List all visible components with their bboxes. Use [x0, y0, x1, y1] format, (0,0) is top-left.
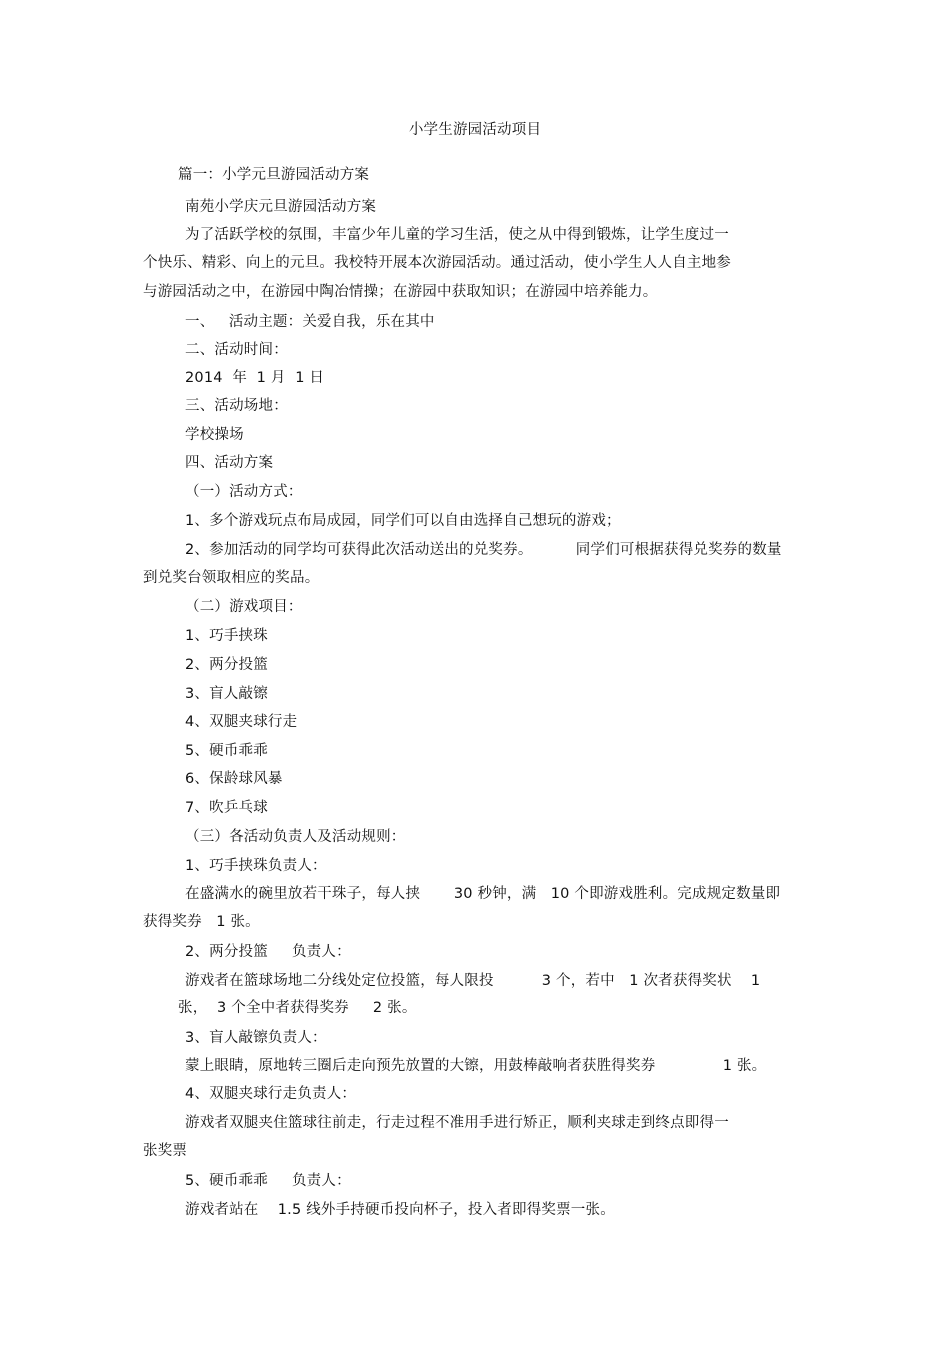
rule-text: 蒙上眼睛，原地转三圈后走向预先放置的大镲，用鼓棒敲响者获胜得奖券 1 张。 [185, 1058, 767, 1074]
rule-text: 游戏者双腿夹住篮球往前走，行走过程不准用手进行矫正，顺利夹球走到终点即得一 [185, 1115, 729, 1131]
list-item: 2014 年 1 月 1 日 [185, 370, 325, 386]
list-item: 1、巧手挟珠 [185, 628, 268, 644]
list-item: 6、保龄球风暴 [185, 771, 283, 787]
subsection-heading: （三）各活动负责人及活动规则： [185, 829, 406, 845]
list-item: 到兑奖台领取相应的奖品。 [143, 570, 320, 586]
subsection-heading: （二）游戏项目： [185, 599, 303, 615]
rule-text: 张奖票 [143, 1143, 188, 1159]
rule-heading: 4、双腿夹球行走负责人： [185, 1086, 357, 1102]
rule-text: 游戏者在篮球场地二分线处定位投篮，每人限投 3 个，若中 1 次者获得奖状 1 [185, 973, 761, 989]
list-item: 1、多个游戏玩点布局成园，同学们可以自由选择自己想玩的游戏； [185, 513, 621, 529]
rule-text: 在盛满水的碗里放若干珠子，每人挟 30 秒钟，满 10 个即游戏胜利。完成规定数量即 [185, 886, 781, 902]
rule-heading: 1、巧手挟珠负责人： [185, 858, 327, 874]
list-item: 5、硬币乖乖 [185, 743, 268, 759]
rule-heading: 3、盲人敲镲负责人： [185, 1030, 327, 1046]
rule-heading: 5、硬币乖乖 负责人： [185, 1173, 351, 1189]
rule-text: 获得奖券 1 张。 [143, 914, 260, 930]
list-item: 7、吹乒乓球 [185, 800, 268, 816]
list-item: 4、双腿夹球行走 [185, 714, 298, 730]
section-heading: 篇一：小学元旦游园活动方案 [178, 167, 370, 183]
list-item: 2、参加活动的同学均可获得此次活动送出的兑奖券。 同学们可根据获得兑奖券的数量 [185, 542, 782, 558]
list-item: 2、两分投篮 [185, 657, 268, 673]
rule-text: 游戏者站在 1.5 线外手持硬币投向杯子，投入者即得奖票一张。 [185, 1202, 615, 1218]
subsection-heading: （一）活动方式： [185, 484, 303, 500]
paragraph-line: 为了活跃学校的氛围，丰富少年儿童的学习生活，使之从中得到锻炼，让学生度过一 [185, 227, 729, 243]
rule-text: 张， 3 个全中者获得奖券 2 张。 [178, 1000, 417, 1016]
rule-heading: 2、两分投篮 负责人： [185, 944, 351, 960]
plan-title: 南苑小学庆元旦游园活动方案 [185, 199, 377, 215]
list-heading: 三、活动场地： [185, 398, 288, 414]
list-heading: 四、活动方案 [185, 455, 274, 471]
list-item: 学校操场 [185, 427, 244, 443]
paragraph-line: 个快乐、精彩、向上的元旦。我校特开展本次游园活动。通过活动，使小学生人人自主地参 [143, 255, 731, 271]
list-heading: 二、活动时间： [185, 342, 288, 358]
list-heading: 一、 活动主题：关爱自我，乐在其中 [185, 314, 435, 330]
paragraph-line: 与游园活动之中，在游园中陶冶情操；在游园中获取知识；在游园中培养能力。 [143, 284, 658, 300]
document-title: 小学生游园活动项目 [408, 122, 542, 138]
list-item: 3、盲人敲镲 [185, 686, 268, 702]
